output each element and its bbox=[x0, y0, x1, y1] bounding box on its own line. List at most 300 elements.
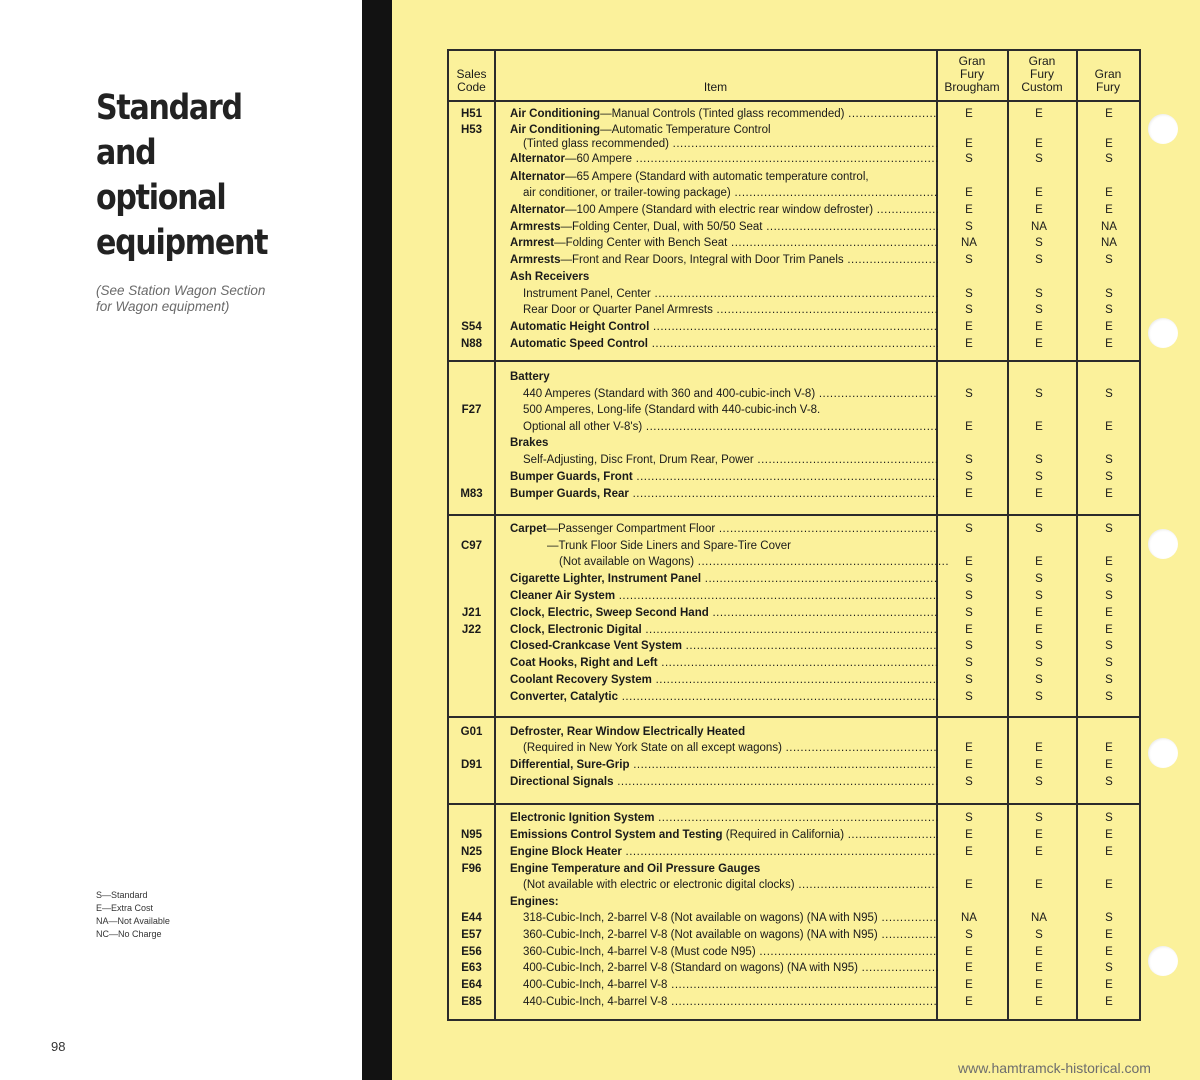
sales-code: F27 bbox=[461, 404, 482, 416]
item-name: Clock, Electronic Digital bbox=[510, 624, 642, 636]
availability-value: S bbox=[1035, 237, 1043, 249]
header-text: Gran bbox=[1094, 67, 1122, 81]
item-detail: —65 Ampere (Standard with automatic temperature control, bbox=[564, 171, 869, 183]
availability-value: S bbox=[965, 657, 973, 669]
availability-value: S bbox=[1105, 388, 1113, 400]
table-row bbox=[449, 588, 1139, 605]
binder-hole bbox=[1148, 318, 1178, 348]
item-description bbox=[523, 910, 938, 927]
availability-value: S bbox=[965, 254, 973, 266]
item-name: Automatic Height Control bbox=[510, 321, 650, 333]
item-detail: 360-Cubic-Inch, 4-barrel V-8 (Must code N95) bbox=[523, 946, 756, 958]
item-name: Coat Hooks, Right and Left bbox=[510, 657, 658, 669]
item-name: Engine Temperature and Oil Pressure Gauges bbox=[510, 863, 761, 875]
sales-code: J21 bbox=[461, 607, 482, 619]
table-row bbox=[449, 286, 1139, 303]
table-row bbox=[449, 774, 1139, 791]
availability-value: S bbox=[965, 153, 973, 165]
item-detail: 360-Cubic-Inch, 2-barrel V-8 (Not available on wagons) (NA with N95) bbox=[523, 929, 878, 941]
availability-value: S bbox=[1105, 962, 1113, 974]
table-row bbox=[449, 554, 1139, 571]
header-text: Gran bbox=[1028, 54, 1056, 68]
item-description bbox=[510, 202, 938, 219]
table-row bbox=[449, 638, 1139, 655]
legend-item: S—Standard bbox=[96, 890, 148, 900]
availability-value: E bbox=[1035, 488, 1043, 500]
legend bbox=[96, 889, 170, 941]
availability-value: E bbox=[1035, 138, 1043, 150]
sales-code: F96 bbox=[461, 863, 482, 875]
item-name: Armrest bbox=[510, 237, 555, 249]
item-description bbox=[510, 655, 938, 672]
availability-value: E bbox=[965, 879, 973, 891]
item-name: Battery bbox=[510, 371, 550, 383]
table-row bbox=[449, 106, 1139, 123]
table-row bbox=[449, 960, 1139, 977]
availability-value: E bbox=[965, 979, 973, 991]
table-row bbox=[449, 435, 1139, 452]
availability-value: S bbox=[1035, 304, 1043, 316]
item-name: Automatic Speed Control bbox=[510, 338, 649, 350]
availability-value: NA bbox=[961, 237, 977, 249]
item-name: Alternator bbox=[510, 153, 565, 165]
availability-value: S bbox=[1035, 288, 1043, 300]
header-text: Gran bbox=[958, 54, 986, 68]
table-row bbox=[449, 521, 1139, 538]
item-description bbox=[523, 185, 938, 202]
availability-value: S bbox=[1035, 590, 1043, 602]
availability-value: E bbox=[1105, 929, 1113, 941]
availability-value: S bbox=[1105, 674, 1113, 686]
item-detail: —100 Ampere (Standard with electric rear window defroster) bbox=[564, 204, 874, 216]
item-description bbox=[510, 689, 938, 706]
availability-value: E bbox=[1035, 829, 1043, 841]
availability-value: S bbox=[1035, 640, 1043, 652]
availability-value: S bbox=[1105, 288, 1113, 300]
item-name: Engines: bbox=[510, 896, 559, 908]
item-description bbox=[510, 252, 938, 269]
availability-value: E bbox=[1035, 846, 1043, 858]
availability-value: E bbox=[965, 962, 973, 974]
header-text: Fury bbox=[1030, 67, 1054, 81]
availability-value: S bbox=[1035, 153, 1043, 165]
sales-code: N95 bbox=[460, 829, 483, 841]
page-title bbox=[96, 86, 320, 266]
sales-code: E56 bbox=[461, 946, 482, 958]
sales-code: E44 bbox=[461, 912, 482, 924]
item-name: Ash Receivers bbox=[510, 271, 590, 283]
availability-value: S bbox=[1105, 640, 1113, 652]
availability-value: E bbox=[1035, 556, 1043, 568]
table-row bbox=[449, 672, 1139, 689]
table-row bbox=[449, 302, 1139, 319]
sales-code: E85 bbox=[461, 996, 482, 1008]
availability-value: S bbox=[1035, 454, 1043, 466]
availability-value: S bbox=[1105, 912, 1113, 924]
item-name: Closed-Crankcase Vent System bbox=[510, 640, 682, 652]
left-panel bbox=[0, 0, 362, 1080]
item-detail: —Folding Center, Dual, with 50/50 Seat bbox=[560, 221, 763, 233]
equipment-table bbox=[447, 49, 1141, 1021]
availability-value: S bbox=[965, 523, 973, 535]
availability-value: S bbox=[965, 288, 973, 300]
sales-code: E63 bbox=[461, 962, 482, 974]
binder-hole bbox=[1148, 529, 1178, 559]
header-rule bbox=[449, 100, 1139, 102]
legend-item: NA—Not Available bbox=[96, 916, 170, 926]
item-description bbox=[523, 740, 938, 757]
item-detail: Instrument Panel, Center bbox=[523, 288, 651, 300]
availability-value: S bbox=[965, 388, 973, 400]
availability-value: E bbox=[965, 488, 973, 500]
availability-value: E bbox=[1105, 946, 1113, 958]
item-detail: 440-Cubic-Inch, 4-barrel V-8 bbox=[523, 996, 668, 1008]
header-text: Fury bbox=[1096, 80, 1120, 94]
item-description bbox=[559, 554, 950, 571]
availability-value: E bbox=[1035, 624, 1043, 636]
item-description bbox=[510, 605, 938, 622]
item-description bbox=[523, 419, 938, 436]
availability-value: E bbox=[1105, 138, 1113, 150]
availability-value: S bbox=[1035, 929, 1043, 941]
header-text: Sales bbox=[456, 67, 487, 81]
item-detail: —Folding Center with Bench Seat bbox=[554, 237, 728, 249]
item-detail: —Automatic Temperature Control bbox=[600, 124, 771, 136]
availability-value: S bbox=[1035, 523, 1043, 535]
item-name: Directional Signals bbox=[510, 776, 614, 788]
item-detail: —Passenger Compartment Floor bbox=[546, 523, 716, 535]
table-row bbox=[449, 927, 1139, 944]
section-rule bbox=[449, 716, 1139, 718]
availability-value: E bbox=[1105, 979, 1113, 991]
availability-value: E bbox=[1035, 187, 1043, 199]
title-line: equipment bbox=[96, 223, 268, 263]
availability-value: S bbox=[1105, 812, 1113, 824]
header-text: Brougham bbox=[944, 80, 1000, 94]
page-number: 98 bbox=[51, 1039, 66, 1054]
availability-value: S bbox=[965, 607, 973, 619]
availability-value: S bbox=[965, 929, 973, 941]
availability-value: E bbox=[1035, 996, 1043, 1008]
availability-value: E bbox=[1035, 421, 1043, 433]
table-row bbox=[449, 252, 1139, 269]
availability-value: E bbox=[1105, 187, 1113, 199]
availability-value: S bbox=[965, 304, 973, 316]
availability-value: E bbox=[1035, 607, 1043, 619]
title-line: optional bbox=[96, 178, 226, 218]
item-description bbox=[523, 452, 938, 469]
availability-value: S bbox=[1035, 388, 1043, 400]
sales-code: N88 bbox=[460, 338, 483, 350]
table-row bbox=[449, 202, 1139, 219]
availability-value: E bbox=[1035, 946, 1043, 958]
item-detail: 400-Cubic-Inch, 4-barrel V-8 bbox=[523, 979, 668, 991]
table-row bbox=[449, 386, 1139, 403]
sales-code: D91 bbox=[460, 759, 483, 771]
table-row bbox=[449, 538, 1139, 555]
item-description bbox=[510, 844, 938, 861]
item-name: Coolant Recovery System bbox=[510, 674, 652, 686]
sales-code: C97 bbox=[460, 540, 483, 552]
item-description bbox=[510, 861, 938, 878]
availability-value: S bbox=[1035, 254, 1043, 266]
watermark: www.hamtramck-historical.com bbox=[958, 1060, 1151, 1076]
availability-value: S bbox=[965, 221, 973, 233]
item-description bbox=[510, 638, 938, 655]
binder-hole bbox=[1148, 946, 1178, 976]
sales-code: H51 bbox=[460, 108, 483, 120]
availability-value: NA bbox=[1031, 221, 1047, 233]
subtitle-note bbox=[96, 283, 336, 315]
table-row bbox=[449, 336, 1139, 353]
item-detail: Rear Door or Quarter Panel Armrests bbox=[523, 304, 713, 316]
sales-code: S54 bbox=[461, 321, 482, 333]
item-description bbox=[523, 977, 938, 994]
item-detail: (Not available on Wagons) bbox=[559, 556, 695, 568]
availability-value: S bbox=[965, 454, 973, 466]
item-description bbox=[510, 622, 938, 639]
table-row bbox=[449, 605, 1139, 622]
table-row bbox=[449, 622, 1139, 639]
item-name: Cigarette Lighter, Instrument Panel bbox=[510, 573, 702, 585]
availability-value: S bbox=[1105, 304, 1113, 316]
table-row bbox=[449, 689, 1139, 706]
header-text: Code bbox=[457, 80, 486, 94]
table-row bbox=[449, 877, 1139, 894]
availability-value: S bbox=[965, 590, 973, 602]
item-name: Bumper Guards, Front bbox=[510, 471, 633, 483]
sales-code: G01 bbox=[460, 726, 483, 738]
table-row bbox=[449, 185, 1139, 202]
item-description bbox=[523, 944, 938, 961]
item-detail: —Trunk Floor Side Liners and Spare-Tire Cover bbox=[547, 540, 791, 552]
item-description bbox=[510, 269, 938, 286]
item-description bbox=[523, 877, 938, 894]
item-description bbox=[510, 435, 938, 452]
binder-spine bbox=[362, 0, 392, 1080]
item-name: Carpet bbox=[510, 523, 547, 535]
section-rule bbox=[449, 803, 1139, 805]
title-line: and bbox=[96, 133, 156, 173]
sales-code: J22 bbox=[461, 624, 482, 636]
item-name: Electronic Ignition System bbox=[510, 812, 655, 824]
availability-value: E bbox=[1035, 204, 1043, 216]
availability-value: S bbox=[1035, 812, 1043, 824]
availability-value: S bbox=[965, 471, 973, 483]
item-description bbox=[523, 402, 938, 419]
availability-value: S bbox=[965, 776, 973, 788]
sales-code: N25 bbox=[460, 846, 483, 858]
item-description bbox=[547, 538, 938, 555]
item-detail: (Required in New York State on all except wagons) bbox=[523, 742, 782, 754]
header-sales-code bbox=[449, 68, 494, 94]
item-name: Emissions Control System and Testing bbox=[510, 829, 723, 841]
availability-value: E bbox=[1105, 421, 1113, 433]
item-detail: —Manual Controls (Tinted glass recommended) bbox=[600, 108, 845, 120]
sales-code: E57 bbox=[461, 929, 482, 941]
table-row bbox=[449, 419, 1139, 436]
item-description bbox=[523, 302, 938, 319]
item-description bbox=[510, 169, 938, 186]
item-name: Armrests bbox=[510, 254, 561, 266]
availability-value: E bbox=[1105, 338, 1113, 350]
table-row bbox=[449, 894, 1139, 911]
item-detail: (Not available with electric or electronic digital clocks) bbox=[523, 879, 795, 891]
availability-value: S bbox=[1035, 691, 1043, 703]
availability-value: E bbox=[1035, 321, 1043, 333]
item-description bbox=[523, 286, 938, 303]
item-name: Air Conditioning bbox=[510, 108, 601, 120]
table-row bbox=[449, 169, 1139, 186]
availability-value: NA bbox=[961, 912, 977, 924]
availability-value: S bbox=[1105, 523, 1113, 535]
item-description bbox=[510, 336, 938, 353]
table-row bbox=[449, 827, 1139, 844]
availability-value: E bbox=[1105, 624, 1113, 636]
subtitle-line: (See Station Wagon Section bbox=[96, 283, 266, 298]
availability-value: E bbox=[1105, 488, 1113, 500]
availability-value: E bbox=[1035, 338, 1043, 350]
table-row bbox=[449, 369, 1139, 386]
item-description bbox=[510, 894, 938, 911]
table-row bbox=[449, 319, 1139, 336]
item-description bbox=[510, 810, 938, 827]
section-rule bbox=[449, 360, 1139, 362]
item-name: Bumper Guards, Rear bbox=[510, 488, 629, 500]
availability-value: S bbox=[1035, 471, 1043, 483]
availability-value: E bbox=[1035, 742, 1043, 754]
item-detail: 318-Cubic-Inch, 2-barrel V-8 (Not available on wagons) (NA with N95) bbox=[523, 912, 878, 924]
availability-value: S bbox=[965, 640, 973, 652]
table-row bbox=[449, 994, 1139, 1011]
table-row bbox=[449, 724, 1139, 741]
item-name: Clock, Electric, Sweep Second Hand bbox=[510, 607, 709, 619]
item-detail: Self-Adjusting, Disc Front, Drum Rear, Power bbox=[523, 454, 754, 466]
item-description bbox=[510, 757, 938, 774]
item-description bbox=[523, 994, 938, 1011]
availability-value: S bbox=[1105, 454, 1113, 466]
availability-value: E bbox=[965, 759, 973, 771]
availability-value: S bbox=[1105, 657, 1113, 669]
availability-value: E bbox=[965, 338, 973, 350]
availability-value: S bbox=[965, 691, 973, 703]
item-name: Alternator bbox=[510, 204, 565, 216]
availability-value: S bbox=[1035, 657, 1043, 669]
table-row bbox=[449, 944, 1139, 961]
item-detail: air conditioner, or trailer-towing package) bbox=[523, 187, 731, 199]
item-description bbox=[510, 724, 938, 741]
header-item: Item bbox=[703, 80, 728, 94]
sales-code: E64 bbox=[461, 979, 482, 991]
availability-value: NA bbox=[1101, 221, 1117, 233]
item-description bbox=[510, 219, 938, 236]
item-description bbox=[510, 827, 938, 844]
header-text: Fury bbox=[960, 67, 984, 81]
availability-value: E bbox=[1035, 108, 1043, 120]
item-description bbox=[510, 106, 938, 123]
availability-value: E bbox=[965, 996, 973, 1008]
section-rule bbox=[449, 514, 1139, 516]
availability-value: S bbox=[1035, 573, 1043, 585]
item-description bbox=[523, 960, 938, 977]
item-detail: 500 Amperes, Long-life (Standard with 440-cubic-inch V-8. bbox=[523, 404, 821, 416]
availability-value: E bbox=[965, 108, 973, 120]
availability-value: NA bbox=[1031, 912, 1047, 924]
availability-value: E bbox=[1105, 996, 1113, 1008]
availability-value: E bbox=[1035, 962, 1043, 974]
availability-value: S bbox=[1035, 776, 1043, 788]
item-detail: (Required in California) bbox=[722, 829, 845, 841]
availability-value: E bbox=[965, 624, 973, 636]
table-row bbox=[449, 910, 1139, 927]
header-gran-fury bbox=[1077, 68, 1139, 94]
header-gran-fury-brougham bbox=[937, 55, 1007, 94]
availability-value: S bbox=[1105, 590, 1113, 602]
binder-hole bbox=[1148, 738, 1178, 768]
item-detail: —Front and Rear Doors, Integral with Door Trim Panels bbox=[560, 254, 844, 266]
availability-value: E bbox=[1105, 556, 1113, 568]
item-description bbox=[510, 571, 938, 588]
availability-value: E bbox=[1035, 759, 1043, 771]
item-description bbox=[510, 774, 938, 791]
item-description bbox=[510, 151, 938, 168]
table-row bbox=[449, 235, 1139, 252]
item-detail: (Tinted glass recommended) bbox=[523, 138, 669, 150]
availability-value: S bbox=[1105, 153, 1113, 165]
item-name: Armrests bbox=[510, 221, 561, 233]
availability-value: E bbox=[965, 321, 973, 333]
item-description bbox=[523, 386, 938, 403]
header-gran-fury-custom bbox=[1008, 55, 1076, 94]
legend-item: NC—No Charge bbox=[96, 929, 162, 939]
table-row bbox=[449, 402, 1139, 419]
table-row bbox=[449, 151, 1139, 168]
table-row bbox=[449, 269, 1139, 286]
sales-code: H53 bbox=[460, 124, 483, 136]
availability-value: S bbox=[1105, 776, 1113, 788]
table-row bbox=[449, 469, 1139, 486]
item-detail: —60 Ampere bbox=[564, 153, 633, 165]
table-row bbox=[449, 810, 1139, 827]
title-line: Standard bbox=[96, 88, 242, 128]
item-detail: 440 Amperes (Standard with 360 and 400-cubic-inch V-8) bbox=[523, 388, 816, 400]
table-row bbox=[449, 757, 1139, 774]
table-row bbox=[449, 571, 1139, 588]
availability-value: E bbox=[965, 742, 973, 754]
item-description bbox=[510, 369, 938, 386]
table-row bbox=[449, 486, 1139, 503]
availability-value: S bbox=[1105, 471, 1113, 483]
availability-value: E bbox=[1105, 879, 1113, 891]
availability-value: E bbox=[1105, 204, 1113, 216]
binder-hole bbox=[1148, 114, 1178, 144]
availability-value: E bbox=[965, 946, 973, 958]
availability-value: E bbox=[1105, 742, 1113, 754]
availability-value: E bbox=[1035, 979, 1043, 991]
item-name: Cleaner Air System bbox=[510, 590, 616, 602]
availability-value: NA bbox=[1101, 237, 1117, 249]
item-name: Air Conditioning bbox=[510, 124, 601, 136]
availability-value: S bbox=[965, 674, 973, 686]
availability-value: E bbox=[965, 138, 973, 150]
availability-value: E bbox=[1105, 607, 1113, 619]
availability-value: S bbox=[1105, 691, 1113, 703]
subtitle-line: for Wagon equipment) bbox=[96, 299, 230, 314]
availability-value: E bbox=[965, 556, 973, 568]
availability-value: S bbox=[1105, 254, 1113, 266]
table-row bbox=[449, 655, 1139, 672]
availability-value: E bbox=[1105, 108, 1113, 120]
